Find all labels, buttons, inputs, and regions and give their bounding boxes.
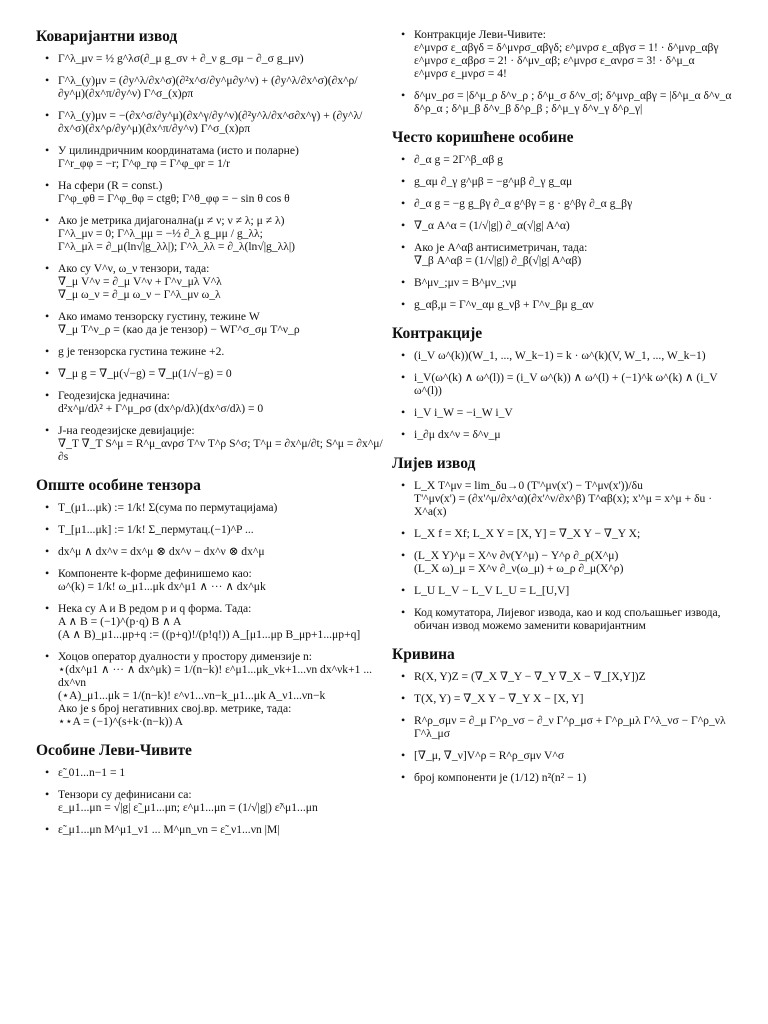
formula-item: • B^μν_;μν = B^μν_;νμ: [392, 276, 742, 289]
formula-item: • Ако је метрика дијагонална(μ ≠ ν; ν ≠ λ; μ ≠ λ) Γ^λ_μν = 0; Γ^λ_μμ = −½ ∂_λ g_μμ / g_λλ; Γ^λ_μλ = ∂_μ(ln√|g_λλ|); Γ^λ_λλ = ∂_λ(ln√|g_λλ|): [36, 214, 384, 253]
section-title: Често коришћене особине: [392, 129, 574, 146]
formula-item: • Нека су A и B редом p и q форма. Тада: A ∧ B = (−1)^(p·q) B ∧ A (A ∧ B)_μ1...μp+q := ((p+q)!/(p!q!)) A_[μ1...μp B_μp+1...μp+q]: [36, 602, 384, 641]
formula-item: • R(X, Y)Z = (∇_X ∇_Y − ∇_Y ∇_X − ∇_[X,Y])Z: [392, 670, 742, 683]
section-title: Лијев извод: [392, 455, 476, 472]
formula-item: • Геодезијска једначина: d²x^μ/dλ² + Γ^μ_ρσ (dx^ρ/dλ)(dx^σ/dλ) = 0: [36, 389, 384, 415]
formula-item: • (L_X Y)^μ = X^ν ∂ν(Y^μ) − Y^ρ ∂_ρ(X^μ) (L_X ω)_μ = X^ν ∂_ν(ω_μ) + ω_ρ ∂_μ(X^ρ): [392, 549, 742, 575]
formula-item: • L_U L_V − L_V L_U = L_[U,V]: [392, 584, 742, 597]
formula-item: • dx^μ ∧ dx^ν = dx^μ ⊗ dx^ν − dx^ν ⊗ dx^μ: [36, 545, 384, 558]
formula-item: • Γ^λ_(y)μν = −(∂x^σ/∂y^μ)(∂x^γ/∂y^ν)(∂²y^λ/∂x^σ∂x^γ) + (∂y^λ/∂x^σ)(∂x^ρ/∂y^μ)(∂x^π/∂y^ν) Γ^σ_(x)ρπ: [36, 109, 384, 135]
formula-list: [392, 479, 742, 632]
formula-item: • g_αμ ∂_γ g^μβ = −g^μβ ∂_γ g_αμ: [392, 175, 742, 188]
formula-item: • Γ^λ_(y)μν = (∂y^λ/∂x^σ)(∂²x^σ/∂y^μ∂y^ν) + (∂y^λ/∂x^σ)(∂x^ρ/∂y^μ)(∂x^π/∂y^ν) Γ^σ_(x)ρπ: [36, 74, 384, 100]
formula-item: • g је тензорска густина тежине +2.: [36, 345, 384, 358]
formula-item: • број компоненти је (1/12) n²(n² − 1): [392, 771, 742, 784]
formula-item: • i_V(ω^(k) ∧ ω^(l)) = (i_V ω^(k)) ∧ ω^(l) + (−1)^k ω^(k) ∧ (i_V ω^(l)): [392, 371, 742, 397]
formula-item: • T_[μ1...μk] := 1/k! Σ_пермутац.(−1)^P ...: [36, 523, 384, 536]
formula-item: • Компоненте k-форме дефинишемо као: ω^(k) = 1/k! ω_μ1...μk dx^μ1 ∧ ··· ∧ dx^μk: [36, 567, 384, 593]
section: [392, 455, 742, 632]
formula-item: • Хоцов оператор дуалности у простору димензије n: ⋆(dx^μ1 ∧ ··· ∧ dx^μk) = 1/(n−k)! ε^μ1...μk_νk+1...νn dx^νk+1 ... dx^νn (⋆A)_μ1...μk = 1/(n−k)! ε^ν1...νn−k_μ1...μk A_ν1...νn−k Ако је s број негативних свој.вр. метрике, тада: ⋆⋆A = (−1)^(s+k·(n−k)) A: [36, 650, 384, 728]
formula-item: • R^ρ_σμν = ∂_μ Γ^ρ_νσ − ∂_ν Γ^ρ_μσ + Γ^ρ_μλ Γ^λ_νσ − Γ^ρ_νλ Γ^λ_μσ: [392, 714, 742, 740]
formula-item: • Код комутатора, Лијевог извода, као и код спољашњег извода, обичан извод можемо заменити коваријантним: [392, 606, 742, 632]
formula-list: [392, 28, 742, 115]
formula-item: • T_(μ1...μk) := 1/k! Σ(сума по пермутацијама): [36, 501, 384, 514]
formula-item: • g_αβ,μ = Γ^ν_αμ g_νβ + Γ^ν_βμ g_αν: [392, 298, 742, 311]
section: [392, 325, 742, 441]
formula-item: • δ^μν_ρσ = |δ^μ_ρ δ^ν_ρ ; δ^μ_σ δ^ν_σ|; δ^μνρ_αβγ = |δ^μ_α δ^ν_α δ^ρ_α ; δ^μ_β δ^ν_β δ^ρ_β ; δ^μ_γ δ^ν_γ δ^ρ_γ|: [392, 89, 742, 115]
formula-item: • У цилиндричним координатама (исто и поларне) Γ^r_φφ = −r; Γ^φ_rφ = Γ^φ_φr = 1/r: [36, 144, 384, 170]
formula-item: • ∇_μ g = ∇_μ(√−g) = ∇_μ(1/√−g) = 0: [36, 367, 384, 380]
formula-item: • Ако имамо тензорску густину, тежине W ∇_μ T^ν_ρ = (као да је тензор) − WΓ^σ_σμ T^ν_ρ: [36, 310, 384, 336]
right-column: [392, 28, 742, 798]
formula-item: • Ј-на геодезијске девијације: ∇_T ∇_T S^μ = R^μ_ανρσ T^ν T^ρ S^σ; T^μ = ∂x^μ/∂t; S^μ = ∂x^μ/∂s: [36, 424, 384, 463]
left-column: [36, 28, 384, 850]
formula-list: [392, 349, 742, 441]
formula-item: • Ако је A^αβ антисиметричан, тада: ∇_β A^αβ = (1/√|g|) ∂_β(√|g| A^αβ): [392, 241, 742, 267]
section-title: Контракције: [392, 325, 483, 342]
formula-item: • L_X T^μν = lim_δu→0 (T'^μν(x') − T^μν(x'))/δu T'^μν(x') = (∂x'^μ/∂x^α)(∂x'^ν/∂x^β) T^αβ(x); x'^μ = x^μ + δu · X^a(x): [392, 479, 742, 518]
formula-item: • ∇_α A^α = (1/√|g|) ∂_α(√|g| A^α): [392, 219, 742, 232]
section-title: Опште особине тензора: [36, 477, 201, 494]
formula-item: • (i_V ω^(k))(W_1, ..., W_k−1) = k · ω^(k)(V, W_1, ..., W_k−1): [392, 349, 742, 362]
formula-item: • Контракције Леви-Чивите: ε^μνρσ ε_αβγδ = δ^μνρσ_αβγδ; ε^μνρσ ε_αβγσ = 1! · δ^μνρ_αβγ ε^μνρσ ε_αβρσ = 2! · δ^μν_αβ; ε^μνρσ ε_ανρσ = 3! · δ^μ_α ε^μνρσ ε_μνρσ = 4!: [392, 28, 742, 80]
section: [36, 477, 384, 728]
formula-item: • На сфери (R = const.) Γ^φ_φθ = Γ^φ_θφ = ctgθ; Γ^θ_φφ = − sin θ cos θ: [36, 179, 384, 205]
formula-item: • ε̃_μ1...μn M^μ1_ν1 ... M^μn_νn = ε̃_ν1...νn |M|: [36, 823, 384, 836]
formula-item: • T(X, Y) = ∇_X Y − ∇_Y X − [X, Y]: [392, 692, 742, 705]
section: [36, 28, 384, 463]
section-title: Кривина: [392, 646, 455, 663]
section: [392, 646, 742, 784]
formula-item: • ∂_α g = −g g_βγ ∂_α g^βγ = g · g^βγ ∂_α g_βγ: [392, 197, 742, 210]
formula-list: [36, 501, 384, 728]
section: [392, 28, 742, 115]
formula-item: • i_V i_W = −i_W i_V: [392, 406, 742, 419]
section-title: Коваријантни извод: [36, 28, 178, 45]
section-title: Особине Леви-Чивите: [36, 742, 192, 759]
formula-list: [392, 670, 742, 784]
section: [392, 129, 742, 311]
formula-list: [36, 766, 384, 836]
formula-item: • L_X f = Xf; L_X Y = [X, Y] = ∇_X Y − ∇_Y X;: [392, 527, 742, 540]
formula-item: • ε̃_01...n−1 = 1: [36, 766, 384, 779]
formula-item: • ∂_α g = 2Γ^β_αβ g: [392, 153, 742, 166]
formula-list: [392, 153, 742, 311]
formula-item: • Тензори су дефинисани са: ε_μ1...μn = √|g| ε̃_μ1...μn; ε^μ1...μn = (1/√|g|) ε̃^μ1...μn: [36, 788, 384, 814]
formula-item: • Γ^λ_μν = ½ g^λσ(∂_μ g_σν + ∂_ν g_σμ − ∂_σ g_μν): [36, 52, 384, 65]
section: [36, 742, 384, 836]
formula-list: [36, 52, 384, 463]
formula-item: • i_∂μ dx^ν = δ^ν_μ: [392, 428, 742, 441]
formula-item: • Ако су V^ν, ω_ν тензори, тада: ∇_μ V^ν = ∂_μ V^ν + Γ^ν_μλ V^λ ∇_μ ω_ν = ∂_μ ω_ν − Γ^λ_μν ω_λ: [36, 262, 384, 301]
formula-item: • [∇_μ, ∇_ν]V^ρ = R^ρ_σμν V^σ: [392, 749, 742, 762]
